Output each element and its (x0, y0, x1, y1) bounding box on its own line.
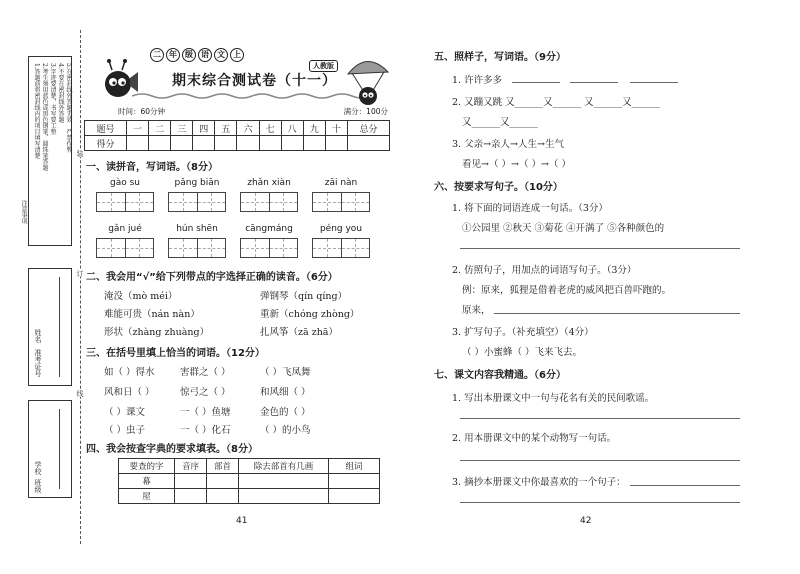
dict-input[interactable] (207, 489, 239, 504)
score-cell: 五 (215, 121, 237, 136)
writing-grid[interactable] (240, 192, 298, 212)
chain-example: 3. 父亲→亲人→人生→生气 (452, 139, 564, 150)
score-cell: 七 (259, 121, 281, 136)
score-cell: 三 (171, 121, 193, 136)
idiom-fill[interactable]: 和风细（ ） (260, 387, 311, 398)
example-word: 1. 许许多多 (452, 75, 503, 86)
reading-choice[interactable]: 扎风筝（zā zhā） (260, 327, 338, 338)
question: 2. 仿照句子，用加点的词语写句子。（3分） (452, 265, 637, 276)
wave-decoration-icon (132, 92, 372, 100)
score-cell: 六 (237, 121, 259, 136)
score-cell: 四 (193, 121, 215, 136)
cut-label: 订 (76, 270, 84, 277)
full-score: 满分：100分 (343, 107, 388, 116)
cut-label: 线 (76, 390, 84, 397)
idiom-fill[interactable]: 如（ ）得水 (104, 367, 155, 378)
answer-line[interactable] (460, 502, 740, 503)
idiom-fill[interactable]: （ ）飞凤舞 (260, 367, 311, 378)
score-cell: 八 (281, 121, 303, 136)
school-label: 学校 (34, 461, 42, 475)
dict-header-cell: 要查的字 (119, 459, 175, 474)
idiom-fill[interactable]: 一（ ）鱼塘 (180, 407, 231, 418)
section-2-title: 二、我会用“√”给下列带点的字选择正确的读音。（6分） (86, 272, 338, 283)
score-cell: 总分 (347, 121, 389, 136)
writing-grid[interactable] (168, 192, 226, 212)
score-cell: 二 (149, 121, 171, 136)
pattern-line[interactable]: 2. 又蹦又跳 又______又______ 又______又______ (452, 97, 661, 108)
score-input[interactable] (215, 136, 237, 151)
question: 3. 扩写句子。（补充填空）（4分） (452, 327, 594, 338)
answer-line[interactable] (460, 418, 740, 419)
score-input[interactable] (325, 136, 347, 151)
score-cell: 十 (325, 121, 347, 136)
score-input[interactable] (126, 136, 148, 151)
edition-badge: 人教版 (309, 60, 338, 72)
dict-char: 幕 (119, 474, 175, 489)
score-input[interactable] (303, 136, 325, 151)
writing-grid[interactable] (96, 192, 154, 212)
grade-char: 语 (198, 48, 212, 62)
cut-line (80, 30, 81, 544)
dict-header-cell: 除去部首有几画 (239, 459, 329, 474)
reading-choice[interactable]: 弹钢琴（qín qíng） (260, 291, 348, 302)
dictionary-table (118, 458, 380, 504)
dict-input[interactable] (175, 489, 207, 504)
answer-line[interactable] (460, 248, 740, 249)
writing-grid[interactable] (168, 238, 226, 258)
grade-badge (150, 48, 244, 62)
idiom-fill[interactable]: 害群之（ ） (180, 367, 231, 378)
exam-meta (118, 106, 388, 117)
binding-strip (0, 0, 92, 574)
example-sentence: 例：原来，狐狸是借着老虎的威风把百兽吓跑的。 (462, 285, 672, 296)
question: 1. 将下面的词语连成一句话。（3分） (452, 203, 608, 214)
dictionary-header-row (119, 459, 380, 474)
dict-input[interactable] (239, 474, 329, 489)
idiom-fill[interactable]: 一（ ）化石 (180, 425, 231, 436)
score-input[interactable] (237, 136, 259, 151)
section-4-title: 四、我会按查字典的要求填表。（8分） (86, 444, 258, 455)
score-cell: 得分 (85, 136, 127, 151)
dict-input[interactable] (329, 474, 380, 489)
name-line[interactable] (59, 277, 60, 377)
pattern-line[interactable]: 又______又______ (462, 117, 539, 128)
notes-box (28, 56, 72, 246)
reading-choice[interactable]: 重新（chóng zhòng） (260, 309, 360, 320)
section-3-title: 三、在括号里填上恰当的词语。（12分） (86, 348, 265, 359)
dict-input[interactable] (239, 489, 329, 504)
class-label: 班级 (34, 479, 42, 493)
pinyin: hún shēn (176, 224, 218, 234)
question: 3. 摘抄本册课文中你最喜欢的一个句子： (452, 477, 626, 488)
score-table (84, 120, 390, 151)
score-cell: 题号 (85, 121, 127, 136)
time-limit: 时间：60分钟 (118, 107, 166, 116)
sentence-start: 原来， (462, 305, 491, 316)
score-input[interactable] (281, 136, 303, 151)
dict-header-cell: 音序 (175, 459, 207, 474)
score-cell: 一 (126, 121, 148, 136)
note-line: 3.字迹要清楚，书写要工整 (49, 63, 56, 135)
dict-input[interactable] (329, 489, 380, 504)
idiom-fill[interactable]: 金色的（ ） (260, 407, 311, 418)
idiom-fill[interactable]: （ ）课文 (104, 407, 146, 418)
idiom-fill[interactable]: 惊弓之（ ） (180, 387, 231, 398)
notes-label: 注意事项 (20, 200, 27, 224)
grade-char: 级 (182, 48, 196, 62)
score-cell: 九 (303, 121, 325, 136)
dict-input[interactable] (175, 474, 207, 489)
page-number-right: 42 (580, 516, 592, 526)
grade-char: 文 (214, 48, 228, 62)
school-line[interactable] (59, 409, 60, 489)
dict-char: 屋 (119, 489, 175, 504)
question: 2. 用本册课文中的某个动物写一句话。 (452, 433, 617, 444)
answer-line[interactable] (512, 82, 560, 83)
writing-grid[interactable] (96, 238, 154, 258)
expand-fill[interactable]: （ ）小蜜蜂（ ）飞来飞去。 (462, 347, 583, 358)
dict-header-cell: 部首 (207, 459, 239, 474)
pinyin: pǎng biān (174, 178, 220, 188)
pinyin: péng you (319, 224, 363, 234)
reading-choice[interactable]: 形状（zhàng zhuàng） (104, 327, 210, 338)
note-line: 4.不要在密封线外答题 (57, 63, 64, 123)
note-line: 1.答题前将密封线内的项目填写清楚 (33, 63, 40, 159)
answer-line[interactable] (494, 313, 740, 314)
exam-title: 期末综合测试卷（十一） (172, 73, 337, 89)
dict-input[interactable] (207, 474, 239, 489)
idiom-fill[interactable]: （ ）虫子 (104, 425, 146, 436)
grade-char: 年 (166, 48, 180, 62)
writing-grid[interactable] (312, 192, 370, 212)
header-banner (98, 42, 394, 114)
page-number-left: 41 (236, 516, 248, 526)
cut-label: 装 (76, 150, 84, 157)
score-input[interactable] (149, 136, 171, 151)
pinyin: gào su (110, 178, 140, 188)
section-6-title: 六、按要求写句子。（10分） (434, 182, 563, 193)
answer-line[interactable] (460, 460, 740, 461)
section-1-title: 一、读拼音，写词语。（8分） (86, 162, 218, 173)
section-5-title: 五、照样子，写词语。（9分） (434, 52, 566, 63)
score-input[interactable] (347, 136, 389, 151)
score-value-row (85, 136, 390, 151)
answer-line[interactable] (630, 485, 740, 486)
mascot-parachute-icon (342, 56, 392, 108)
exam-number-label: 准考证号 (34, 349, 42, 377)
reading-choice[interactable]: 淹没（mò méi） (104, 291, 178, 302)
chain-fill[interactable]: 看见→（ ）→（ ）→（ ） (462, 159, 571, 170)
pinyin: gǎn jué (108, 224, 142, 234)
dictionary-row (119, 474, 380, 489)
idiom-fill[interactable]: 风和日（ ） (104, 387, 155, 398)
answer-line[interactable] (630, 82, 678, 83)
dictionary-row (119, 489, 380, 504)
grade-char: 二 (150, 48, 164, 62)
score-input[interactable] (193, 136, 215, 151)
score-header-row (85, 121, 390, 136)
note-line: 2.考生须用蓝色或黑色钢笔、圆珠笔答题 (41, 63, 48, 171)
score-input[interactable] (259, 136, 281, 151)
question: 1. 写出本册课文中一句与花名有关的民间歌谣。 (452, 393, 655, 404)
score-input[interactable] (171, 136, 193, 151)
idiom-fill[interactable]: （ ）的小鸟 (260, 425, 311, 436)
section-7-title: 七、课文内容我精通。（6分） (434, 370, 566, 381)
writing-grid[interactable] (312, 238, 370, 258)
answer-line[interactable] (570, 82, 618, 83)
name-box (28, 268, 72, 386)
note-line: 5.在密封线外答题无效，严禁作弊 (65, 63, 72, 153)
writing-grid[interactable] (240, 238, 298, 258)
dict-header-cell: 组词 (329, 459, 380, 474)
school-box (28, 400, 72, 498)
pinyin: cāngmáng (245, 224, 293, 234)
name-label: 姓名 (34, 329, 42, 343)
reading-choice[interactable]: 难能可贵（nán nàn） (104, 309, 200, 320)
pinyin: zāi nàn (324, 178, 358, 188)
pinyin: zhǎn xiàn (247, 178, 291, 188)
grade-char: 上 (230, 48, 244, 62)
word-list: ①公园里 ②秋天 ③菊花 ④开满了 ⑤各种颜色的 (462, 223, 665, 234)
